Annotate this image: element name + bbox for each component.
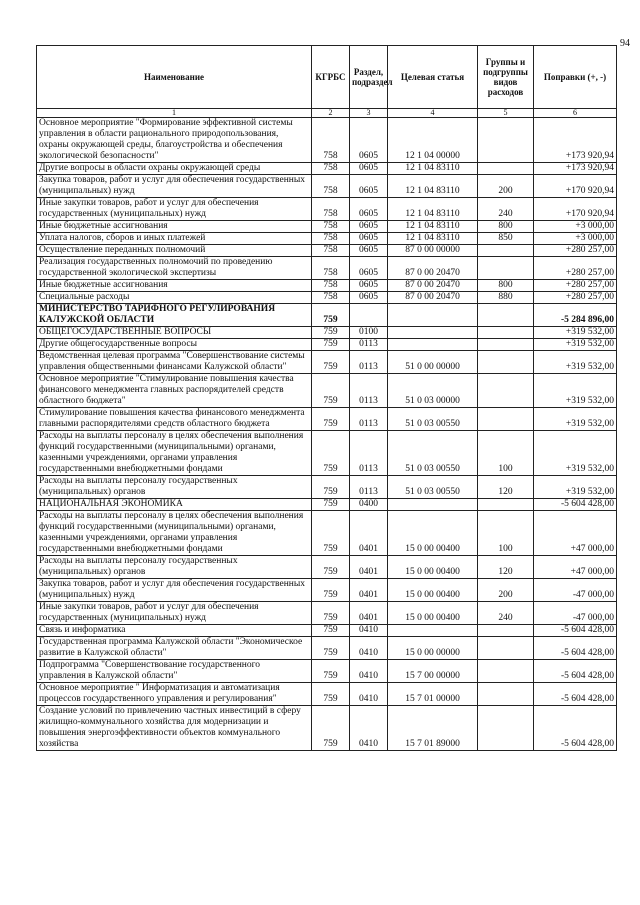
row-razdel: 0410	[350, 706, 388, 751]
row-amount: +280 257,00	[534, 257, 617, 280]
row-razdel: 0401	[350, 511, 388, 556]
row-kgrbs: 759	[312, 327, 350, 339]
table-row	[37, 257, 617, 280]
table-row	[37, 292, 617, 304]
table-row	[37, 625, 617, 637]
row-razdel: 0100	[350, 327, 388, 339]
row-amount: +319 532,00	[534, 476, 617, 499]
row-target	[388, 625, 478, 637]
column-number: 5	[478, 109, 534, 118]
row-razdel: 0605	[350, 233, 388, 245]
row-amount: +173 920,94	[534, 118, 617, 163]
header-razdel: Раздел, подраздел	[350, 46, 388, 109]
row-razdel: 0605	[350, 175, 388, 198]
row-kgrbs: 758	[312, 198, 350, 221]
row-razdel: 0401	[350, 579, 388, 602]
row-expense-type	[478, 408, 534, 431]
row-name: Подпрограмма "Совершенствование государственного управления в Калужской области"	[37, 660, 312, 683]
row-razdel: 0605	[350, 245, 388, 257]
row-expense-type	[478, 499, 534, 511]
table-row	[37, 198, 617, 221]
row-amount: -5 604 428,00	[534, 625, 617, 637]
row-expense-type: 800	[478, 221, 534, 233]
row-kgrbs: 759	[312, 374, 350, 408]
row-expense-type: 880	[478, 292, 534, 304]
row-kgrbs: 759	[312, 304, 350, 327]
row-expense-type: 850	[478, 233, 534, 245]
row-name: Создание условий по привлечению частных инвестиций в сферу жилищно-коммунального хозяйства для модернизации и повышения энергоэффективности объектов коммунального хозяйства	[37, 706, 312, 751]
row-kgrbs: 759	[312, 660, 350, 683]
row-target: 12 1 04 83110	[388, 175, 478, 198]
table-row	[37, 706, 617, 751]
row-target: 15 0 00 00000	[388, 637, 478, 660]
row-razdel: 0410	[350, 683, 388, 706]
row-expense-type: 100	[478, 431, 534, 476]
header-name: Наименование	[37, 46, 312, 109]
table-row	[37, 408, 617, 431]
row-target: 51 0 03 00550	[388, 476, 478, 499]
row-expense-type: 240	[478, 198, 534, 221]
row-kgrbs: 759	[312, 339, 350, 351]
row-name: Иные закупки товаров, работ и услуг для обеспечения государственных (муниципальных) нужд	[37, 602, 312, 625]
row-amount: -5 604 428,00	[534, 706, 617, 751]
row-kgrbs: 759	[312, 351, 350, 374]
table-row	[37, 602, 617, 625]
row-razdel: 0605	[350, 280, 388, 292]
row-name: Уплата налогов, сборов и иных платежей	[37, 233, 312, 245]
row-target: 51 0 03 00550	[388, 431, 478, 476]
row-razdel: 0410	[350, 625, 388, 637]
row-expense-type: 120	[478, 476, 534, 499]
row-kgrbs: 758	[312, 245, 350, 257]
row-target: 87 0 00 20470	[388, 292, 478, 304]
row-name: ОБЩЕГОСУДАРСТВЕННЫЕ ВОПРОСЫ	[37, 327, 312, 339]
header-amount: Поправки (+, -)	[534, 46, 617, 109]
row-amount: +319 532,00	[534, 351, 617, 374]
row-kgrbs: 759	[312, 683, 350, 706]
table-row	[37, 374, 617, 408]
row-target: 51 0 03 00550	[388, 408, 478, 431]
row-kgrbs: 759	[312, 556, 350, 579]
row-razdel: 0113	[350, 408, 388, 431]
header-kgrbs: КГРБС	[312, 46, 350, 109]
table-header-row	[37, 46, 617, 109]
table-row	[37, 280, 617, 292]
table-row	[37, 476, 617, 499]
row-expense-type: 800	[478, 280, 534, 292]
header-target: Целевая статья	[388, 46, 478, 109]
row-razdel: 0605	[350, 163, 388, 175]
table-row	[37, 339, 617, 351]
row-kgrbs: 759	[312, 602, 350, 625]
table-row	[37, 163, 617, 175]
row-razdel: 0605	[350, 257, 388, 280]
row-name: Связь и информатика	[37, 625, 312, 637]
row-amount: +319 532,00	[534, 339, 617, 351]
row-name: Другие вопросы в области охраны окружающей среды	[37, 163, 312, 175]
row-kgrbs: 759	[312, 637, 350, 660]
row-target: 87 0 00 20470	[388, 257, 478, 280]
row-kgrbs: 758	[312, 175, 350, 198]
row-expense-type	[478, 660, 534, 683]
table-row	[37, 118, 617, 163]
row-razdel: 0401	[350, 556, 388, 579]
table-row	[37, 245, 617, 257]
row-target	[388, 304, 478, 327]
row-target: 15 0 00 00400	[388, 511, 478, 556]
row-name: Основное мероприятие "Стимулирование повышения качества финансового менеджмента главных распорядителей средств областного бюджета"	[37, 374, 312, 408]
row-razdel: 0400	[350, 499, 388, 511]
row-target	[388, 499, 478, 511]
row-amount: +280 257,00	[534, 292, 617, 304]
row-amount: +170 920,94	[534, 175, 617, 198]
row-name: Другие общегосударственные вопросы	[37, 339, 312, 351]
row-amount: +47 000,00	[534, 556, 617, 579]
row-expense-type	[478, 706, 534, 751]
row-target: 12 1 04 83110	[388, 221, 478, 233]
row-name: Осуществление переданных полномочий	[37, 245, 312, 257]
row-target: 12 1 04 83110	[388, 163, 478, 175]
row-name: Расходы на выплаты персоналу в целях обеспечения выполнения функций государственными (муниципальными) органами, казенными учреждениями, органами управления государственными внебюджетными фондами	[37, 431, 312, 476]
row-kgrbs: 758	[312, 118, 350, 163]
row-name: Стимулирование повышения качества финансового менеджмента главными распорядителями средств областного бюджета	[37, 408, 312, 431]
row-amount: +173 920,94	[534, 163, 617, 175]
row-amount: +280 257,00	[534, 245, 617, 257]
column-number: 1	[37, 109, 312, 118]
row-amount: +47 000,00	[534, 511, 617, 556]
row-name: НАЦИОНАЛЬНАЯ ЭКОНОМИКА	[37, 499, 312, 511]
row-target: 15 7 00 00000	[388, 660, 478, 683]
column-number: 4	[388, 109, 478, 118]
column-number: 2	[312, 109, 350, 118]
row-expense-type	[478, 257, 534, 280]
row-name: Специальные расходы	[37, 292, 312, 304]
row-expense-type: 200	[478, 175, 534, 198]
row-kgrbs: 758	[312, 233, 350, 245]
row-amount: +319 532,00	[534, 327, 617, 339]
table-row	[37, 637, 617, 660]
row-razdel: 0113	[350, 476, 388, 499]
row-amount: +3 000,00	[534, 233, 617, 245]
row-name: Ведомственная целевая программа "Совершенствование системы управления общественными финансами Калужской области"	[37, 351, 312, 374]
row-name: Расходы на выплаты персоналу государственных (муниципальных) органов	[37, 476, 312, 499]
row-kgrbs: 758	[312, 257, 350, 280]
row-expense-type: 100	[478, 511, 534, 556]
row-kgrbs: 759	[312, 579, 350, 602]
row-expense-type	[478, 625, 534, 637]
row-razdel: 0410	[350, 660, 388, 683]
row-target: 15 0 00 00400	[388, 579, 478, 602]
row-amount: +319 532,00	[534, 408, 617, 431]
row-expense-type	[478, 637, 534, 660]
row-name: Реализация государственных полномочий по проведению государственной экологической экспертизы	[37, 257, 312, 280]
row-expense-type	[478, 304, 534, 327]
row-name: Расходы на выплаты персоналу государственных (муниципальных) органов	[37, 556, 312, 579]
row-expense-type	[478, 245, 534, 257]
column-number: 3	[350, 109, 388, 118]
row-kgrbs: 759	[312, 625, 350, 637]
row-name: Закупка товаров, работ и услуг для обеспечения государственных (муниципальных) нужд	[37, 579, 312, 602]
row-razdel	[350, 304, 388, 327]
row-razdel: 0410	[350, 637, 388, 660]
row-name: Иные бюджетные ассигнования	[37, 280, 312, 292]
row-amount: -5 284 896,00	[534, 304, 617, 327]
row-amount: +319 532,00	[534, 374, 617, 408]
row-name: Государственная программа Калужской области "Экономическое развитие в Калужской области"	[37, 637, 312, 660]
table-row	[37, 175, 617, 198]
row-razdel: 0605	[350, 292, 388, 304]
row-kgrbs: 759	[312, 476, 350, 499]
row-razdel: 0605	[350, 118, 388, 163]
row-razdel: 0113	[350, 374, 388, 408]
row-expense-type	[478, 327, 534, 339]
row-amount: +280 257,00	[534, 280, 617, 292]
row-amount: -5 604 428,00	[534, 637, 617, 660]
row-amount: -5 604 428,00	[534, 683, 617, 706]
row-target: 12 1 04 00000	[388, 118, 478, 163]
column-number-row	[37, 109, 617, 118]
budget-table	[36, 45, 617, 751]
row-target: 12 1 04 83110	[388, 198, 478, 221]
row-amount: -47 000,00	[534, 602, 617, 625]
row-target: 87 0 00 00000	[388, 245, 478, 257]
row-target: 87 0 00 20470	[388, 280, 478, 292]
row-name: Иные бюджетные ассигнования	[37, 221, 312, 233]
row-target: 51 0 03 00000	[388, 374, 478, 408]
row-expense-type	[478, 683, 534, 706]
row-expense-type: 200	[478, 579, 534, 602]
row-target: 15 7 01 00000	[388, 683, 478, 706]
row-amount: -5 604 428,00	[534, 499, 617, 511]
row-kgrbs: 758	[312, 292, 350, 304]
row-razdel: 0113	[350, 351, 388, 374]
row-kgrbs: 759	[312, 706, 350, 751]
header-expense-type: Группы и подгруппы видов расходов	[478, 46, 534, 109]
row-razdel: 0605	[350, 221, 388, 233]
row-name: Основное мероприятие " Информатизация и автоматизация процессов государственного управления и регулирования"	[37, 683, 312, 706]
row-name: Закупка товаров, работ и услуг для обеспечения государственных (муниципальных) нужд	[37, 175, 312, 198]
row-expense-type	[478, 351, 534, 374]
row-target	[388, 327, 478, 339]
row-razdel: 0605	[350, 198, 388, 221]
table-row	[37, 221, 617, 233]
row-name: Основное мероприятие "Формирование эффективной системы управления в области рационального природопользования, охраны окружающей среды, благоустройства и обеспечения экологической безопасности"	[37, 118, 312, 163]
row-expense-type	[478, 163, 534, 175]
row-razdel: 0113	[350, 431, 388, 476]
row-kgrbs: 759	[312, 511, 350, 556]
row-kgrbs: 758	[312, 280, 350, 292]
row-target: 51 0 00 00000	[388, 351, 478, 374]
page-number: 94	[620, 38, 630, 49]
row-target: 15 0 00 00400	[388, 602, 478, 625]
row-amount: -5 604 428,00	[534, 660, 617, 683]
table-row	[37, 431, 617, 476]
table-row	[37, 660, 617, 683]
row-expense-type	[478, 339, 534, 351]
row-name: Иные закупки товаров, работ и услуг для обеспечения государственных (муниципальных) нужд	[37, 198, 312, 221]
row-name: МИНИСТЕРСТВО ТАРИФНОГО РЕГУЛИРОВАНИЯ КАЛУЖСКОЙ ОБЛАСТИ	[37, 304, 312, 327]
table-row	[37, 556, 617, 579]
row-amount: +3 000,00	[534, 221, 617, 233]
table-row	[37, 233, 617, 245]
row-expense-type	[478, 374, 534, 408]
table-row	[37, 511, 617, 556]
table-row	[37, 304, 617, 327]
row-kgrbs: 759	[312, 431, 350, 476]
row-name: Расходы на выплаты персоналу в целях обеспечения выполнения функций государственными (муниципальными) органами, казенными учреждениями, органами управления государственными внебюджетными фондами	[37, 511, 312, 556]
row-amount: -47 000,00	[534, 579, 617, 602]
row-razdel: 0113	[350, 339, 388, 351]
row-expense-type: 240	[478, 602, 534, 625]
row-kgrbs: 759	[312, 499, 350, 511]
row-target: 15 7 01 89000	[388, 706, 478, 751]
row-target: 15 0 00 00400	[388, 556, 478, 579]
row-expense-type	[478, 118, 534, 163]
row-amount: +170 920,94	[534, 198, 617, 221]
table-row	[37, 499, 617, 511]
table-row	[37, 683, 617, 706]
table-row	[37, 327, 617, 339]
row-target: 12 1 04 83110	[388, 233, 478, 245]
row-target	[388, 339, 478, 351]
row-kgrbs: 759	[312, 408, 350, 431]
row-amount: +319 532,00	[534, 431, 617, 476]
column-number: 6	[534, 109, 617, 118]
row-razdel: 0401	[350, 602, 388, 625]
table-row	[37, 579, 617, 602]
table-row	[37, 351, 617, 374]
table-body	[37, 118, 617, 751]
row-kgrbs: 758	[312, 163, 350, 175]
row-expense-type: 120	[478, 556, 534, 579]
row-kgrbs: 758	[312, 221, 350, 233]
